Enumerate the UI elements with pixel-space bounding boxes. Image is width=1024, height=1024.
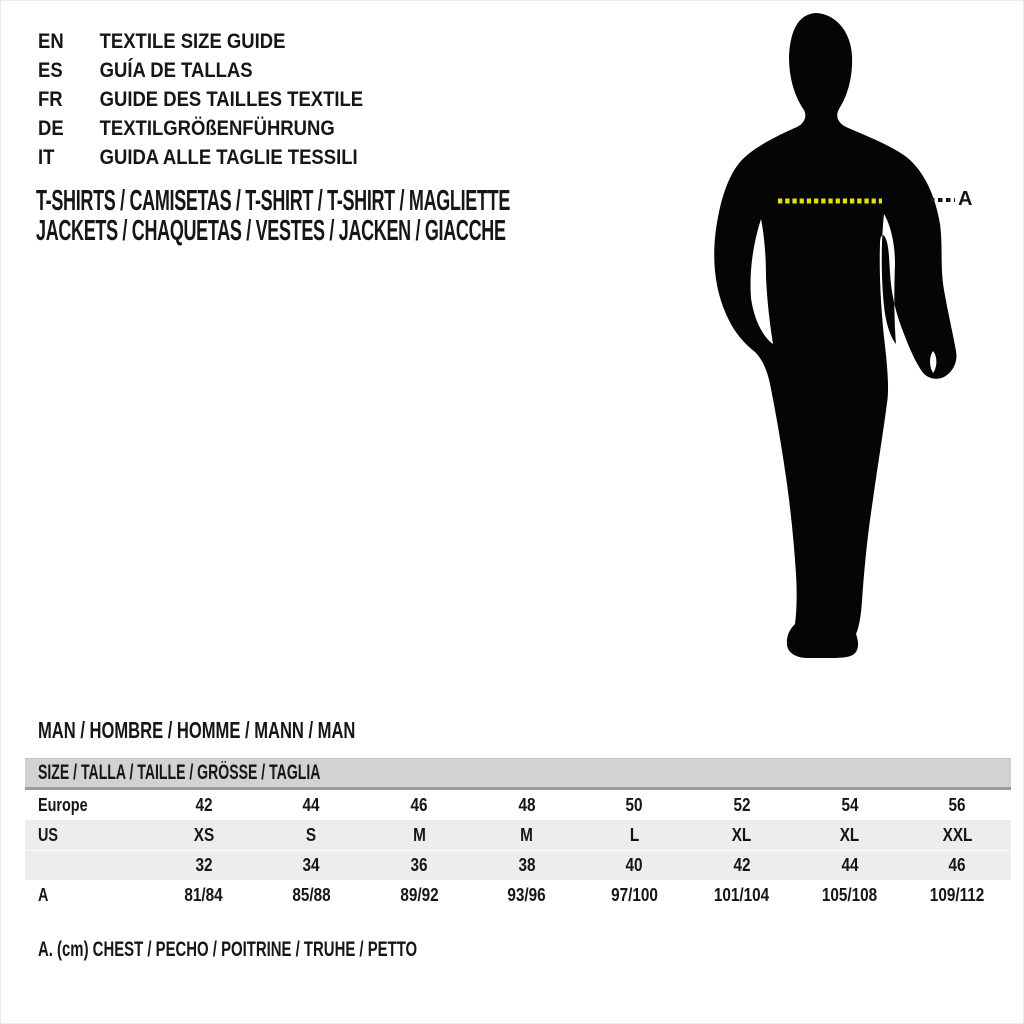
language-label: TEXTILGRÖßENFÜHRUNG — [99, 117, 335, 140]
language-code: IT — [38, 146, 55, 169]
table-cell: 42 — [733, 854, 751, 875]
language-code: ES — [38, 59, 63, 82]
table-cell: 34 — [302, 854, 320, 875]
table-cell: 109/112 — [929, 884, 985, 905]
table-cell: 93/96 — [507, 884, 546, 905]
table-cell: 105/108 — [821, 884, 878, 905]
table-cell: 54 — [841, 794, 859, 815]
table-cell: 101/104 — [714, 884, 770, 905]
table-cell: 44 — [302, 794, 320, 815]
table-row-us — [25, 820, 1011, 850]
language-label: GUÍA DE TALLAS — [99, 59, 253, 82]
table-cell: XL — [732, 824, 752, 845]
table-cell: L — [629, 824, 639, 845]
footnote-chest: A. (cm) CHEST / PECHO / POITRINE / TRUHE / PETTO — [38, 938, 418, 961]
measure-label-a: A — [958, 188, 973, 210]
language-code: FR — [38, 88, 63, 111]
size-table-header — [25, 758, 1011, 790]
table-cell: 42 — [195, 794, 213, 815]
table-row-numeric — [25, 850, 1011, 880]
language-list — [38, 27, 363, 172]
size-table — [25, 758, 1011, 910]
table-cell: XS — [193, 824, 215, 845]
language-row — [38, 114, 363, 143]
table-cell: XL — [839, 824, 860, 845]
table-row-europe — [25, 790, 1011, 820]
table-cell: 44 — [841, 854, 859, 875]
table-cell: 32 — [195, 854, 213, 875]
table-row-chest — [25, 880, 1011, 910]
product-line: T-SHIRTS / CAMISETAS / T-SHIRT / T-SHIRT / MAGLIETTE — [36, 185, 511, 217]
section-heading-man: MAN / HOMBRE / HOMME / MANN / MAN — [38, 717, 356, 743]
table-cell: 46 — [948, 854, 966, 875]
language-label: GUIDE DES TAILLES TEXTILE — [99, 88, 364, 111]
table-cell: 38 — [518, 854, 536, 875]
table-cell: M — [412, 824, 426, 845]
table-cell: 50 — [625, 794, 643, 815]
table-cell: 40 — [625, 854, 643, 875]
table-cell: 81/84 — [184, 884, 223, 905]
table-cell: S — [306, 824, 317, 845]
table-cell: XXL — [942, 824, 973, 845]
language-label: TEXTILE SIZE GUIDE — [99, 30, 286, 53]
table-cell: 36 — [410, 854, 428, 875]
table-cell: 97/100 — [610, 884, 658, 905]
table-cell: 89/92 — [399, 884, 439, 905]
row-label: Europe — [38, 794, 88, 815]
language-row — [38, 85, 363, 114]
language-label: GUIDA ALLE TAGLIE TESSILI — [99, 146, 358, 169]
row-label: A — [38, 884, 49, 905]
size-table-header-label: SIZE / TALLA / TAILLE / GRÖSSE / TAGLIA — [38, 761, 321, 784]
language-code: EN — [38, 30, 64, 53]
language-row — [38, 27, 363, 56]
table-cell: 56 — [948, 794, 966, 815]
product-line: JACKETS / CHAQUETAS / VESTES / JACKEN / GIACCHE — [36, 215, 506, 247]
row-label: US — [38, 824, 59, 845]
product-type-heading — [36, 186, 510, 246]
row-label — [25, 855, 150, 876]
table-cell: 85/88 — [292, 884, 331, 905]
language-row — [38, 143, 363, 172]
table-cell: 48 — [518, 794, 536, 815]
language-code: DE — [38, 117, 64, 140]
table-cell: 52 — [733, 794, 751, 815]
table-cell: 46 — [410, 794, 428, 815]
language-row — [38, 56, 363, 85]
table-cell: M — [520, 824, 534, 845]
